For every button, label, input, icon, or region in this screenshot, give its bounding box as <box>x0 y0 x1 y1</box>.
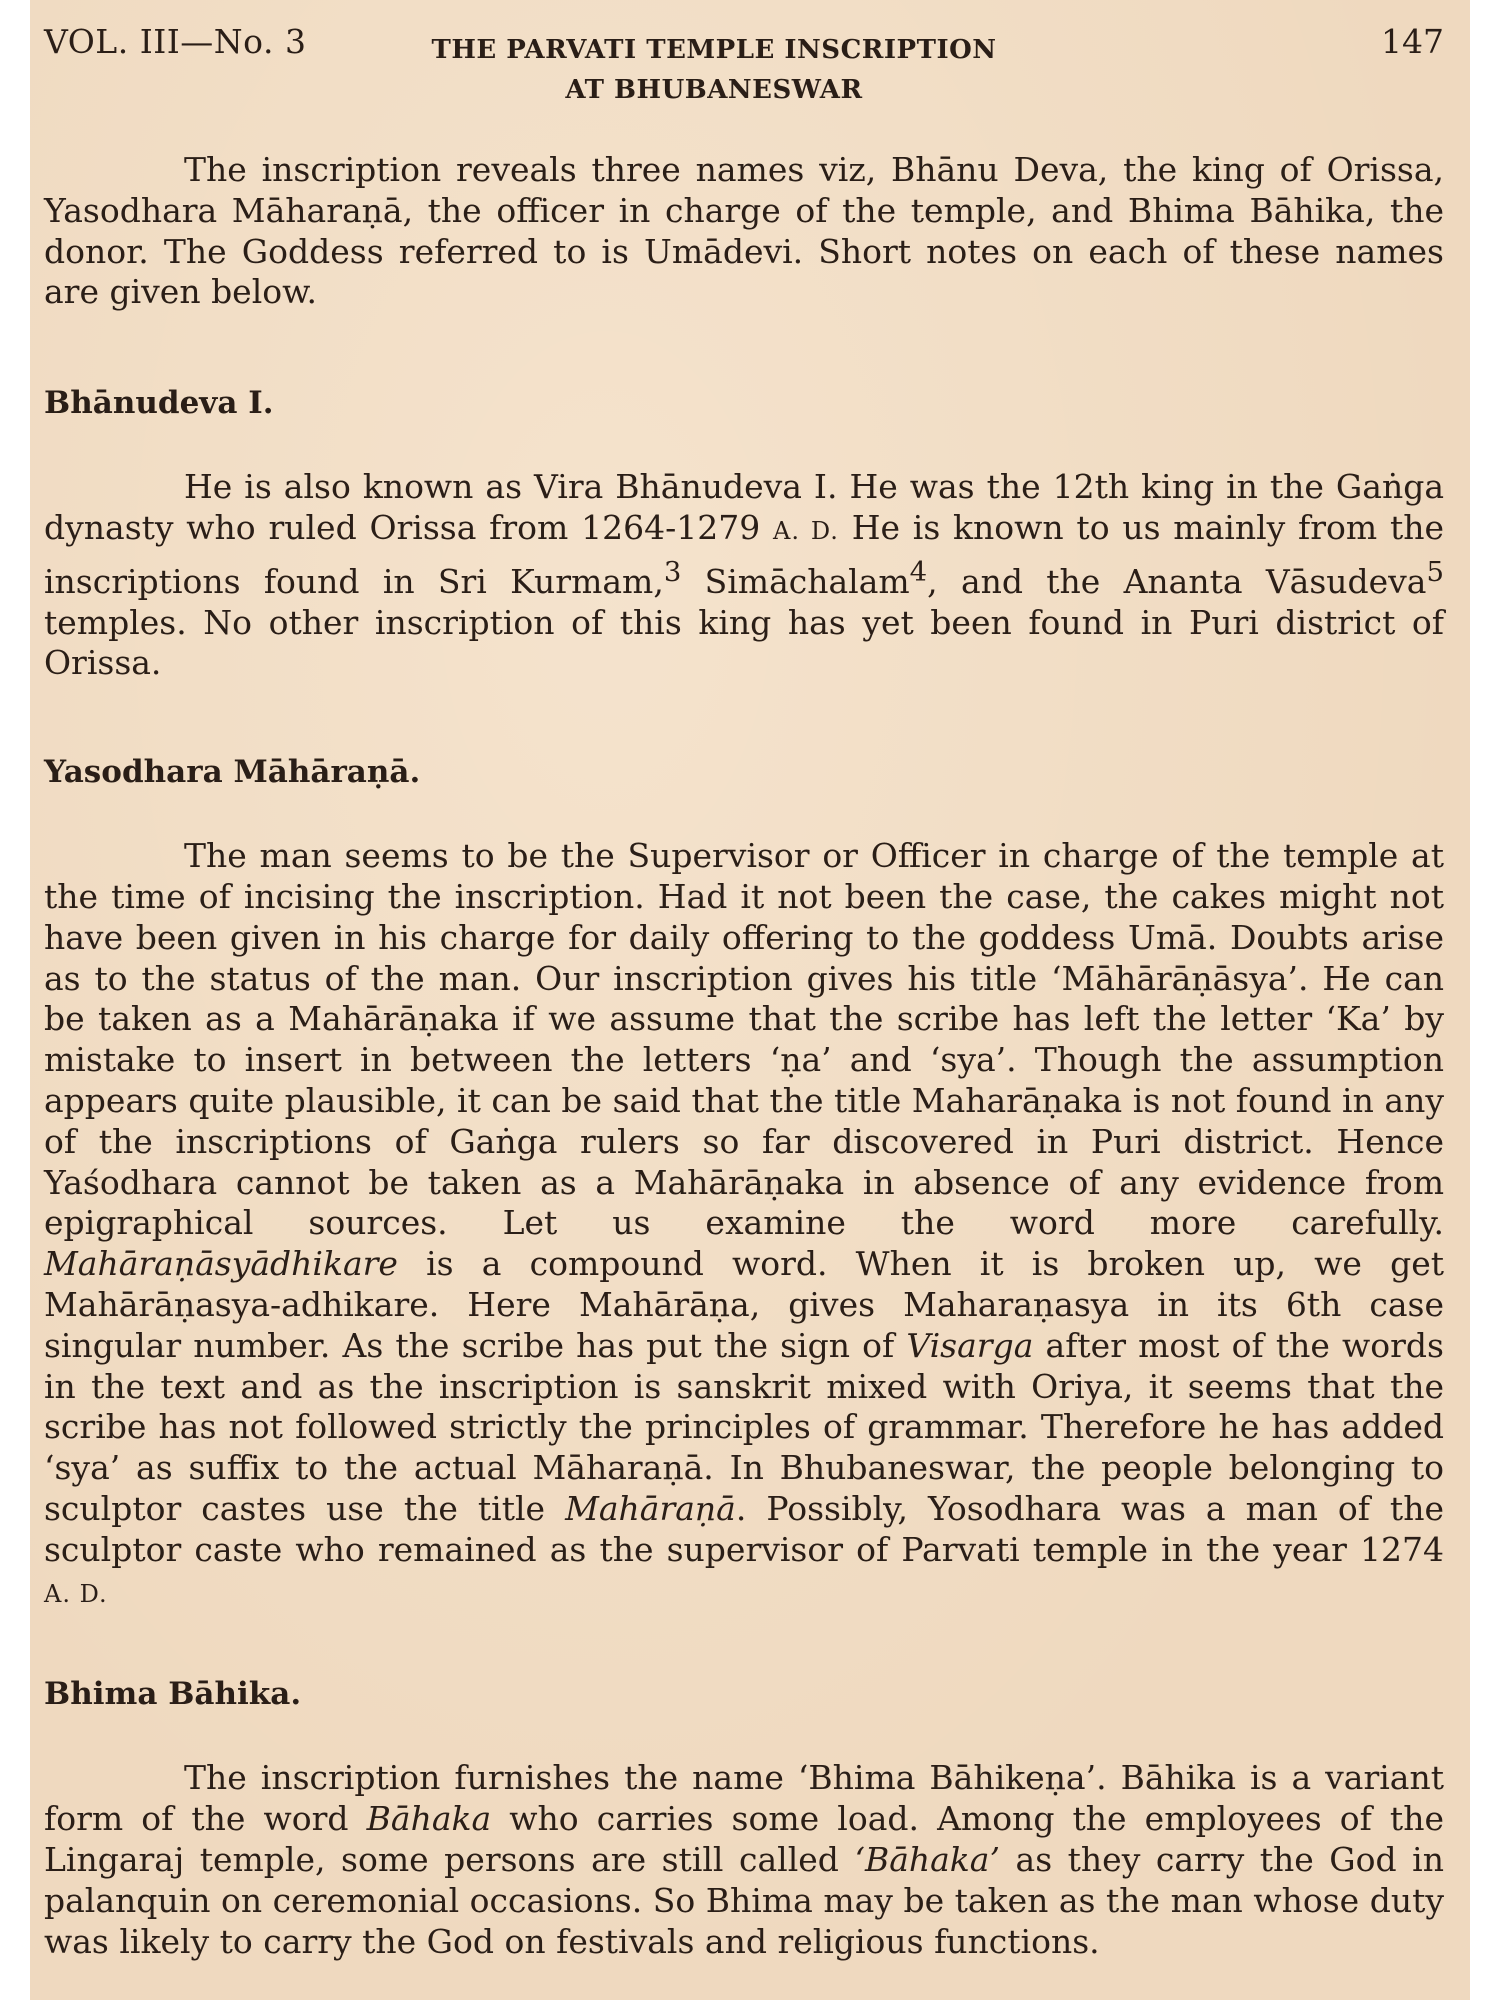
text-run: . Possibly, Yosodhara was a man of the sculptor caste who remained as the supervisor of Parvati temple in the year 1274 <box>44 1488 1444 1569</box>
title-line-1: THE PARVATI TEMPLE INSCRIPTION <box>431 35 997 65</box>
running-title <box>344 30 1084 110</box>
journal-page <box>30 0 1470 2000</box>
footnote-ref: 3 <box>663 555 682 588</box>
era-abbreviation: A. D. <box>44 1579 108 1608</box>
page-number: 147 <box>1381 22 1444 61</box>
italic-term: Bāhaka <box>366 1799 492 1839</box>
italic-term: Visarga <box>906 1325 1034 1365</box>
text-run: is a compound word. When it is broken up, we get Mahārāṇasya-adhikare. Here Mahārāṇa, gives Maharaṇasya in its 6th case singular number. As the scribe has put the sign of <box>44 1244 1444 1365</box>
era-abbreviation: A. D. <box>773 516 839 545</box>
text-run: He is also known as Vira Bhānudeva I. He was the 12th king in the Gaṅga dynasty who ruled Orissa from 1264-1279 <box>44 467 1444 547</box>
text-run: after most of the words in the text and as the inscription is sanskrit mixed with Oriya, it seems that the scribe has not followed strictly the principles of grammar. Therefore he has added ‘sya’ as suffix to the actual Māharaṇā. In Bhubaneswar, the people belonging to sculptor castes use the title <box>44 1325 1444 1528</box>
yasodhara-paragraph <box>44 836 1444 1614</box>
volume-number: VOL. III—No. 3 <box>44 22 307 61</box>
footnote-ref: 5 <box>1426 555 1444 588</box>
title-line-2: AT BHUBANESWAR <box>565 75 863 105</box>
italic-term: Mahāraṇā <box>565 1488 736 1528</box>
running-header <box>44 22 1444 112</box>
article-body <box>44 150 1444 1962</box>
intro-paragraph: The inscription reveals three names viz, Bhānu Deva, the king of Orissa, Yasodhara Māharaṇā, the officer in charge of the temple, and Bhima Bāhika, the donor. The Goddess referred to is Umādevi. Short notes on each of these names are given below. <box>44 150 1444 312</box>
text-run: The man seems to be the Supervisor or Officer in charge of the temple at the time of incising the inscription. Had it not been the case, the cakes might not have been given in his charge for daily offering to the goddess Umā. Doubts arise as to the status of the man. Our inscription gives his title ‘Māhārāṇāsya’. He can be taken as a Mahārāṇaka if we assume that the scribe has left the letter ‘Ka’ by mistake to insert in between the letters ‘ṇa’ and ‘sya’. Though the assumption appears quite plausible, it can be said that the title Maharāṇaka is not found in any of the inscriptions of Gaṅga rulers so far discovered in Puri district. Hence Yaśodhara cannot be taken as a Mahārāṇaka in absence of any evidence from epigraphical sources. Let us examine the word more carefully. <box>44 836 1444 1243</box>
bhima-paragraph <box>44 1758 1444 1962</box>
text-run: The inscription furnishes the name ‘Bhima Bāhikeṇa’. Bāhika is a variant form of the word <box>44 1758 1444 1839</box>
heading-bhanudeva: Bhānudeva I. <box>44 385 274 422</box>
italic-term: ‘Bāhaka’ <box>854 1839 1000 1879</box>
text-run: He is known to us mainly from the inscriptions found in Sri Kurmam, <box>44 507 1445 601</box>
text-run: , and the Ananta Vāsudeva <box>927 561 1427 601</box>
bhanudeva-paragraph <box>44 467 1444 684</box>
footnote-ref: 4 <box>909 555 928 588</box>
heading-yasodhara: Yasodhara Māhāraṇā. <box>44 754 421 791</box>
text-run: temples. No other inscription of this king has yet been found in Puri district of Orissa. <box>44 602 1444 683</box>
text-run: who carries some load. Among the employees of the Lingaraj temple, some persons are still called <box>44 1799 1444 1879</box>
heading-bhima-bahika: Bhima Bāhika. <box>44 1676 302 1713</box>
italic-term: Mahāraṇāsyādhikare <box>44 1244 398 1284</box>
text-run: as they carry the God in palanquin on ceremonial occasions. So Bhima may be taken as the man whose duty was likely to carry the God on festivals and religious functions. <box>44 1839 1444 1961</box>
text-run: Simāchalam <box>704 561 910 601</box>
